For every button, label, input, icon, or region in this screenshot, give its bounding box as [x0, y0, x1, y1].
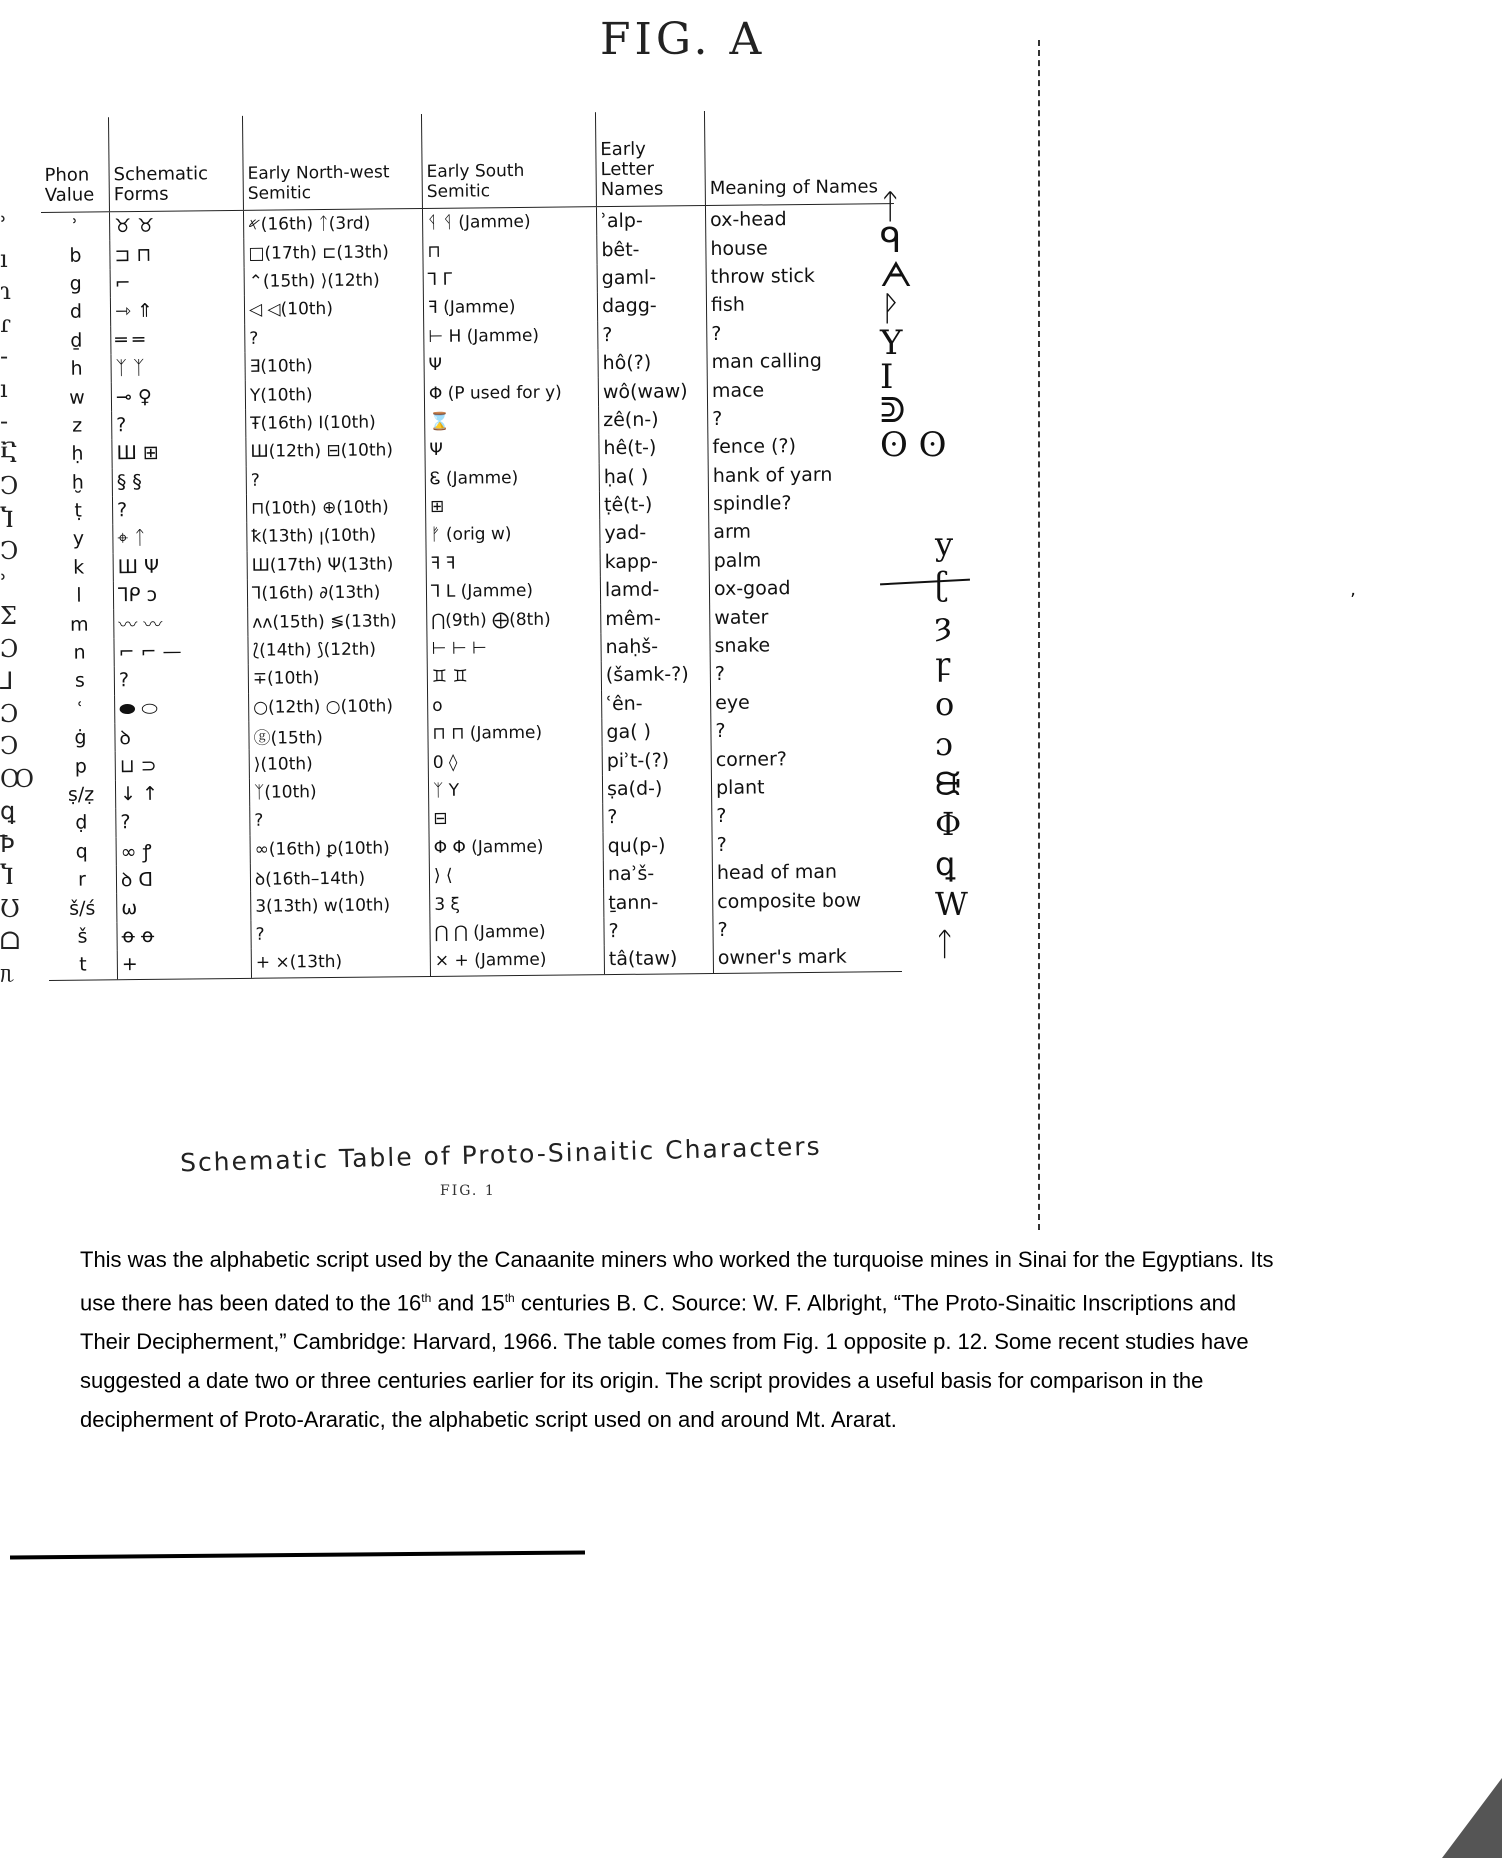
margin-glyph: Y: [880, 323, 903, 363]
phon-value-cell: z: [72, 414, 83, 437]
south-semitic-cell: ⊢ ⊢ ⊢: [427, 633, 601, 663]
right-margin-lower-glyphs: [935, 525, 968, 965]
phon-value-cell: d: [69, 300, 83, 324]
letter-name-cell: qu(p-): [603, 831, 712, 861]
south-semitic-cell: ⊓ ⊓ (Jamme): [428, 718, 602, 748]
phon-value-cell: ḫ: [71, 471, 84, 494]
south-semitic-cell: × + (Jamme): [430, 945, 604, 976]
nw-semitic-cell: + ×(13th): [251, 947, 430, 978]
margin-glyph: Ↄ: [0, 732, 19, 760]
phon-value-cell: ḍ: [75, 811, 88, 835]
meaning-cell: owner's mark: [713, 942, 902, 973]
meaning-cell: mace: [707, 374, 896, 404]
phon-value-cell: q: [75, 840, 88, 863]
margin-glyph: Ⴀ: [0, 439, 18, 468]
south-semitic-cell: Ψ: [425, 434, 599, 464]
schematic-cell: ꝋ ꝋ: [117, 921, 251, 951]
letter-name-cell: zê(n-): [599, 405, 708, 435]
meaning-cell: ?: [708, 403, 897, 433]
col-header-phon-value: Phon Value: [40, 117, 109, 212]
nw-semitic-cell: ꝁ(13th) ꞁ(10th): [247, 521, 426, 551]
letter-name-cell: (šamk-?): [601, 660, 710, 690]
meaning-cell: palm: [709, 545, 898, 575]
nw-semitic-cell: ?: [250, 805, 429, 835]
schematic-cell: ?: [112, 495, 246, 525]
letter-name-cell: ṣa(d-): [602, 774, 711, 804]
nw-semitic-cell: 3(13th) w(10th): [251, 890, 430, 920]
letter-name-cell: ?: [603, 802, 712, 832]
phon-value-cell: b: [69, 244, 82, 267]
margin-glyph: ᗅ: [880, 255, 912, 295]
nw-semitic-cell: □(17th) ⊏(13th): [244, 237, 423, 267]
margin-glyph: ʗ: [935, 565, 949, 603]
margin-glyph: ⅃: [0, 667, 14, 695]
schematic-cell: ⊔ ⊃: [115, 750, 249, 780]
margin-glyph: ꝼ: [935, 645, 951, 683]
letter-name-cell: ṭê(t-): [599, 490, 708, 520]
body-text-part2: and 15: [431, 1290, 505, 1316]
letter-name-cell: hô(?): [598, 348, 707, 378]
margin-glyph: -: [0, 342, 9, 370]
phon-value-cell: ḥ: [71, 442, 84, 466]
margin-glyph: ᛏ: [935, 925, 955, 963]
nw-semitic-cell: Ш(17th) Ψ(13th): [247, 550, 426, 580]
schematic-cell: ═ ═: [111, 324, 245, 354]
south-semitic-cell: ꟻ ꟻ: [426, 548, 600, 578]
meaning-cell: hank of yarn: [708, 460, 897, 490]
margin-glyph: o: [935, 685, 955, 723]
letter-name-cell: ḥa( ): [599, 462, 708, 492]
margin-glyph: ɿ: [0, 277, 11, 305]
meaning-cell: man calling: [707, 346, 896, 376]
south-semitic-cell: Φ Φ (Jamme): [429, 832, 603, 862]
body-text-part1: This was the alphabetic script used by the Canaanite miners who worked the turquoise mines in Sinai for the Egyptians. Its use there has been dated to the 16: [80, 1247, 1274, 1316]
phon-value-cell: ṭ: [74, 499, 82, 522]
bottom-rule: [10, 1550, 585, 1559]
south-semitic-cell: ⅂ Γ: [423, 264, 597, 294]
schematic-cell: ꝺ: [115, 722, 249, 752]
nw-semitic-cell: 𐤀(16th) ᛏ(3rd): [243, 208, 422, 239]
letter-name-cell: bêt-: [597, 234, 706, 264]
meaning-cell: ?: [710, 658, 899, 688]
figure-label: FIG. A: [600, 14, 766, 65]
schematic-cell: ⊐ ⊓: [110, 239, 244, 269]
meaning-cell: throw stick: [706, 261, 895, 291]
letter-name-cell: lamd-: [600, 575, 709, 605]
margin-glyph: Ↄ: [0, 537, 19, 565]
schematic-cell: ⇾ ⇑: [110, 296, 244, 326]
margin-dashed-line: [1038, 40, 1040, 1230]
nw-semitic-cell: Ш(12th) ⊟(10th): [246, 436, 425, 466]
letter-name-cell: ʾalp-: [596, 206, 705, 236]
description-paragraph: [80, 1240, 1280, 1439]
meaning-cell: ?: [712, 829, 901, 859]
south-semitic-cell: ꟻ (Jamme): [423, 292, 597, 322]
nw-semitic-cell: ꝺ(16th–14th): [250, 862, 429, 892]
nw-semitic-cell: ⊓(10th) ⊕(10th): [246, 493, 425, 523]
letter-name-cell: tâ(taw): [604, 944, 713, 974]
margin-glyph: Ⴈ: [0, 504, 14, 533]
col-header-meaning: Meaning of Names: [704, 109, 893, 205]
south-semitic-cell: 0 ◊: [428, 747, 602, 777]
schematic-cell: ⊸ ♀: [111, 381, 245, 411]
schematic-cell: ∞ ꝭ: [116, 835, 250, 865]
col-header-letter-names: Early Letter Names: [595, 111, 705, 207]
nw-semitic-cell: Y(10th): [245, 379, 424, 409]
schematic-cell: ?: [112, 410, 246, 440]
nw-semitic-cell: ?: [245, 323, 424, 353]
margin-glyph: Ꝏ: [0, 764, 34, 793]
schematic-cell: ω: [117, 892, 251, 922]
schematic-cell: ⅂ᑭ ↄ: [113, 580, 247, 610]
schematic-cell: +: [117, 949, 251, 979]
meaning-cell: arm: [709, 516, 898, 546]
schematic-cell: ꝺ ᗡ: [116, 864, 250, 894]
schematic-cell: § §: [112, 466, 246, 496]
schematic-cell: ?: [116, 807, 250, 837]
south-semitic-cell: ⟩ ⟨: [429, 860, 603, 890]
letter-name-cell: ga( ): [602, 717, 711, 747]
phon-value-cell: p: [74, 755, 87, 778]
nw-semitic-cell: Ŧ(16th) I(10th): [246, 408, 425, 438]
margin-glyph: ꝗ: [0, 797, 16, 825]
margin-glyph: Ʊ: [0, 894, 20, 923]
phon-value-cell: h: [70, 357, 83, 380]
meaning-cell: water: [710, 602, 899, 632]
south-semitic-cell: ⊓: [423, 236, 597, 266]
margin-glyph: ᥰ: [0, 959, 15, 988]
south-semitic-cell: ♊ ♊: [427, 661, 601, 691]
nw-semitic-cell: ?: [246, 465, 425, 495]
nw-semitic-cell: ?: [251, 919, 430, 949]
phon-value-cell: w: [69, 386, 85, 409]
south-semitic-cell: o: [428, 690, 602, 720]
phon-value-cell: ʾ: [72, 215, 79, 238]
superscript: th: [504, 1291, 515, 1305]
letter-name-cell: yad-: [600, 518, 709, 548]
nw-semitic-cell: ∞(16th) ꝑ(10th): [250, 834, 429, 864]
margin-glyph: Ɔ: [0, 699, 19, 728]
phon-value-cell: t: [49, 950, 118, 980]
meaning-cell: ?: [707, 318, 896, 348]
letter-name-cell: naḥš-: [601, 632, 710, 662]
nw-semitic-cell: ᴧᴧ(15th) ≶(13th): [248, 606, 427, 636]
margin-glyph: ʾ: [0, 569, 8, 598]
margin-glyph: ᛏ: [880, 187, 901, 227]
margin-glyph: -: [0, 407, 9, 435]
nw-semitic-cell: ⟩(10th): [249, 748, 428, 778]
table-header-row: [40, 109, 894, 212]
margin-glyph: ᙠ: [935, 765, 961, 803]
south-semitic-cell: ᛉ Y: [428, 775, 602, 805]
south-semitic-cell: 3 ξ: [430, 889, 604, 919]
letter-name-cell: dagg-: [597, 291, 706, 321]
margin-glyph: Ↄ: [0, 472, 19, 500]
figure-number: FIG. 1: [440, 1183, 496, 1199]
nw-semitic-cell: ∃(10th): [245, 351, 424, 381]
phon-value-cell: š/ś: [69, 897, 96, 920]
margin-glyph: y: [935, 525, 954, 563]
letter-name-cell: hê(t-): [599, 433, 708, 463]
schematic-cell: ⬬ ⬭: [115, 693, 249, 723]
phon-value-cell: m: [69, 613, 89, 636]
meaning-cell: house: [706, 232, 895, 262]
phon-value-cell: ḏ: [70, 329, 83, 352]
margin-glyph: ʘ ʘ: [880, 425, 947, 465]
letter-name-cell: ?: [604, 916, 713, 946]
nw-semitic-cell: ∓(10th): [248, 663, 427, 693]
letter-name-cell: wô(waw): [598, 376, 707, 406]
letter-name-cell: naʾš-: [603, 859, 712, 889]
meaning-cell: ?: [713, 914, 902, 944]
table-caption: Schematic Table of Proto-Sinaitic Characters: [179, 1131, 822, 1178]
meaning-cell: ?: [712, 800, 901, 830]
letter-name-cell: ʿên-: [602, 689, 711, 719]
nw-semitic-cell: ⅂(16th) ∂(13th): [247, 578, 426, 608]
proto-sinaitic-table: [40, 118, 879, 1128]
phon-value-cell: š: [77, 925, 88, 948]
margin-glyph: ᗝ: [0, 927, 20, 955]
schematic-cell: ↓ ↑: [115, 779, 249, 809]
south-semitic-cell: ⋂(9th) ⨁(8th): [427, 605, 601, 635]
margin-glyph: ɔ: [935, 725, 953, 763]
meaning-cell: ox-goad: [709, 573, 898, 603]
margin-glyph: ı: [0, 244, 8, 273]
meaning-cell: fence (?): [708, 431, 897, 461]
schematic-cell: ⌐ ⌐ —: [114, 637, 248, 667]
letter-name-cell: piʾt-(?): [602, 745, 711, 775]
col-header-schematic: Schematic Forms: [108, 116, 243, 212]
south-semitic-cell: Ψ: [424, 349, 598, 379]
margin-glyph: ʾ: [0, 212, 8, 240]
phon-value-cell: y: [72, 528, 85, 551]
phon-value-cell: s: [74, 669, 85, 693]
letter-name-cell: mêm-: [601, 603, 710, 633]
south-semitic-cell: Ꮛ (Jamme): [425, 463, 599, 493]
south-semitic-cell: ⋂ ⋂ (Jamme): [430, 917, 604, 947]
meaning-cell: fish: [706, 289, 895, 319]
phon-value-cell: g: [69, 272, 82, 295]
schematic-cell: ⌖ ᛏ: [113, 523, 247, 553]
margin-glyph: I: [880, 357, 894, 397]
margin-glyph: Ⴈ: [0, 862, 14, 890]
margin-glyph: ᑫ: [880, 221, 902, 261]
margin-glyph: Ꝥ: [0, 829, 15, 858]
margin-glyph: Ɔ: [0, 634, 19, 663]
nw-semitic-cell: ⟅(14th) ⟆(12th): [248, 635, 427, 665]
schematic-cell: ⌐: [110, 268, 244, 298]
margin-glyph: ı: [0, 374, 8, 403]
south-semitic-cell: Φ (P used for y): [424, 378, 598, 408]
meaning-cell: composite bow: [713, 885, 902, 915]
margin-glyph: W: [935, 885, 968, 923]
meaning-cell: spindle?: [708, 488, 897, 518]
nw-semitic-cell: ⌃(15th) ⟩(12th): [244, 266, 423, 296]
margin-glyph: ꝗ: [935, 845, 956, 883]
south-semitic-cell: ⅂ L (Jamme): [426, 576, 600, 606]
south-semitic-cell: ⌛: [425, 406, 599, 436]
meaning-cell: plant: [711, 772, 900, 802]
phon-value-cell: n: [73, 641, 86, 664]
meaning-cell: ox-head: [705, 204, 894, 235]
body-text-part3: centuries B. C. Source: W. F. Albright, “The Proto-Sinaitic Inscriptions and Their Decipherment,” Cambridge: Harvard, 1966. The table comes from Fig. 1 opposite p. 12. Some recent studies have suggested a date two or three centuries earlier for its origin. The script provides a useful basis for comparison in the decipherment of Proto-Araratic, the alphabetic script used on and around Mt. Ararat.: [80, 1290, 1249, 1433]
nw-semitic-cell: ◁ ◁(10th): [244, 294, 423, 324]
meaning-cell: snake: [710, 630, 899, 660]
col-header-nw-semitic: Early North-west Semitic: [242, 114, 422, 210]
meaning-cell: eye: [711, 687, 900, 717]
schematic-cell: 〰 〰: [114, 608, 248, 638]
letter-name-cell: gaml-: [597, 263, 706, 293]
schematic-cell: ᛉ ᛉ: [111, 353, 245, 383]
meaning-cell: head of man: [712, 857, 901, 887]
phon-value-cell: ṣ/ẓ: [67, 783, 95, 806]
margin-glyph: ᚹ: [880, 289, 901, 329]
left-margin-glyphs: [0, 210, 40, 990]
meaning-cell: ?: [711, 715, 900, 745]
margin-glyph: Φ: [935, 805, 962, 843]
south-semitic-cell: ⊢ H (Jamme): [424, 321, 598, 351]
page-corner: [1442, 1778, 1502, 1858]
schematic-cell: Ш Ψ: [113, 552, 247, 582]
nw-semitic-cell: ○(12th) ○(10th): [249, 692, 428, 722]
margin-glyph: ɾ: [0, 309, 11, 338]
south-semitic-cell: ᚠ (orig w): [426, 519, 600, 549]
superscript: th: [421, 1291, 432, 1305]
margin-glyph: Ʃ: [0, 602, 17, 630]
schematic-cell: Ш ⊞: [112, 438, 246, 468]
schematic-cell: ♉ ♉: [109, 210, 243, 240]
phon-value-cell: r: [77, 868, 87, 891]
south-semitic-cell: ᛩ ᛩ (Jamme): [422, 207, 596, 238]
stray-mark: ʼ: [1350, 590, 1356, 611]
phon-value-cell: ġ: [74, 726, 87, 749]
south-semitic-cell: ⊟: [429, 803, 603, 833]
nw-semitic-cell: ⓖ(15th): [249, 720, 428, 750]
margin-glyph: ȝ: [935, 605, 952, 643]
nw-semitic-cell: ᛉ(10th): [249, 777, 428, 807]
phon-value-cell: ʿ: [77, 698, 84, 721]
phon-value-cell: l: [76, 584, 82, 607]
col-header-south-semitic: Early South Semitic: [421, 112, 596, 208]
schematic-cell: ?: [114, 665, 248, 695]
letter-name-cell: ṯann-: [604, 887, 713, 917]
margin-glyph: ᕲ: [880, 391, 906, 431]
letter-name-cell: kapp-: [600, 547, 709, 577]
letter-name-cell: ?: [598, 320, 707, 350]
south-semitic-cell: ⊞: [425, 491, 599, 521]
meaning-cell: corner?: [711, 743, 900, 773]
phon-value-cell: k: [73, 556, 85, 579]
